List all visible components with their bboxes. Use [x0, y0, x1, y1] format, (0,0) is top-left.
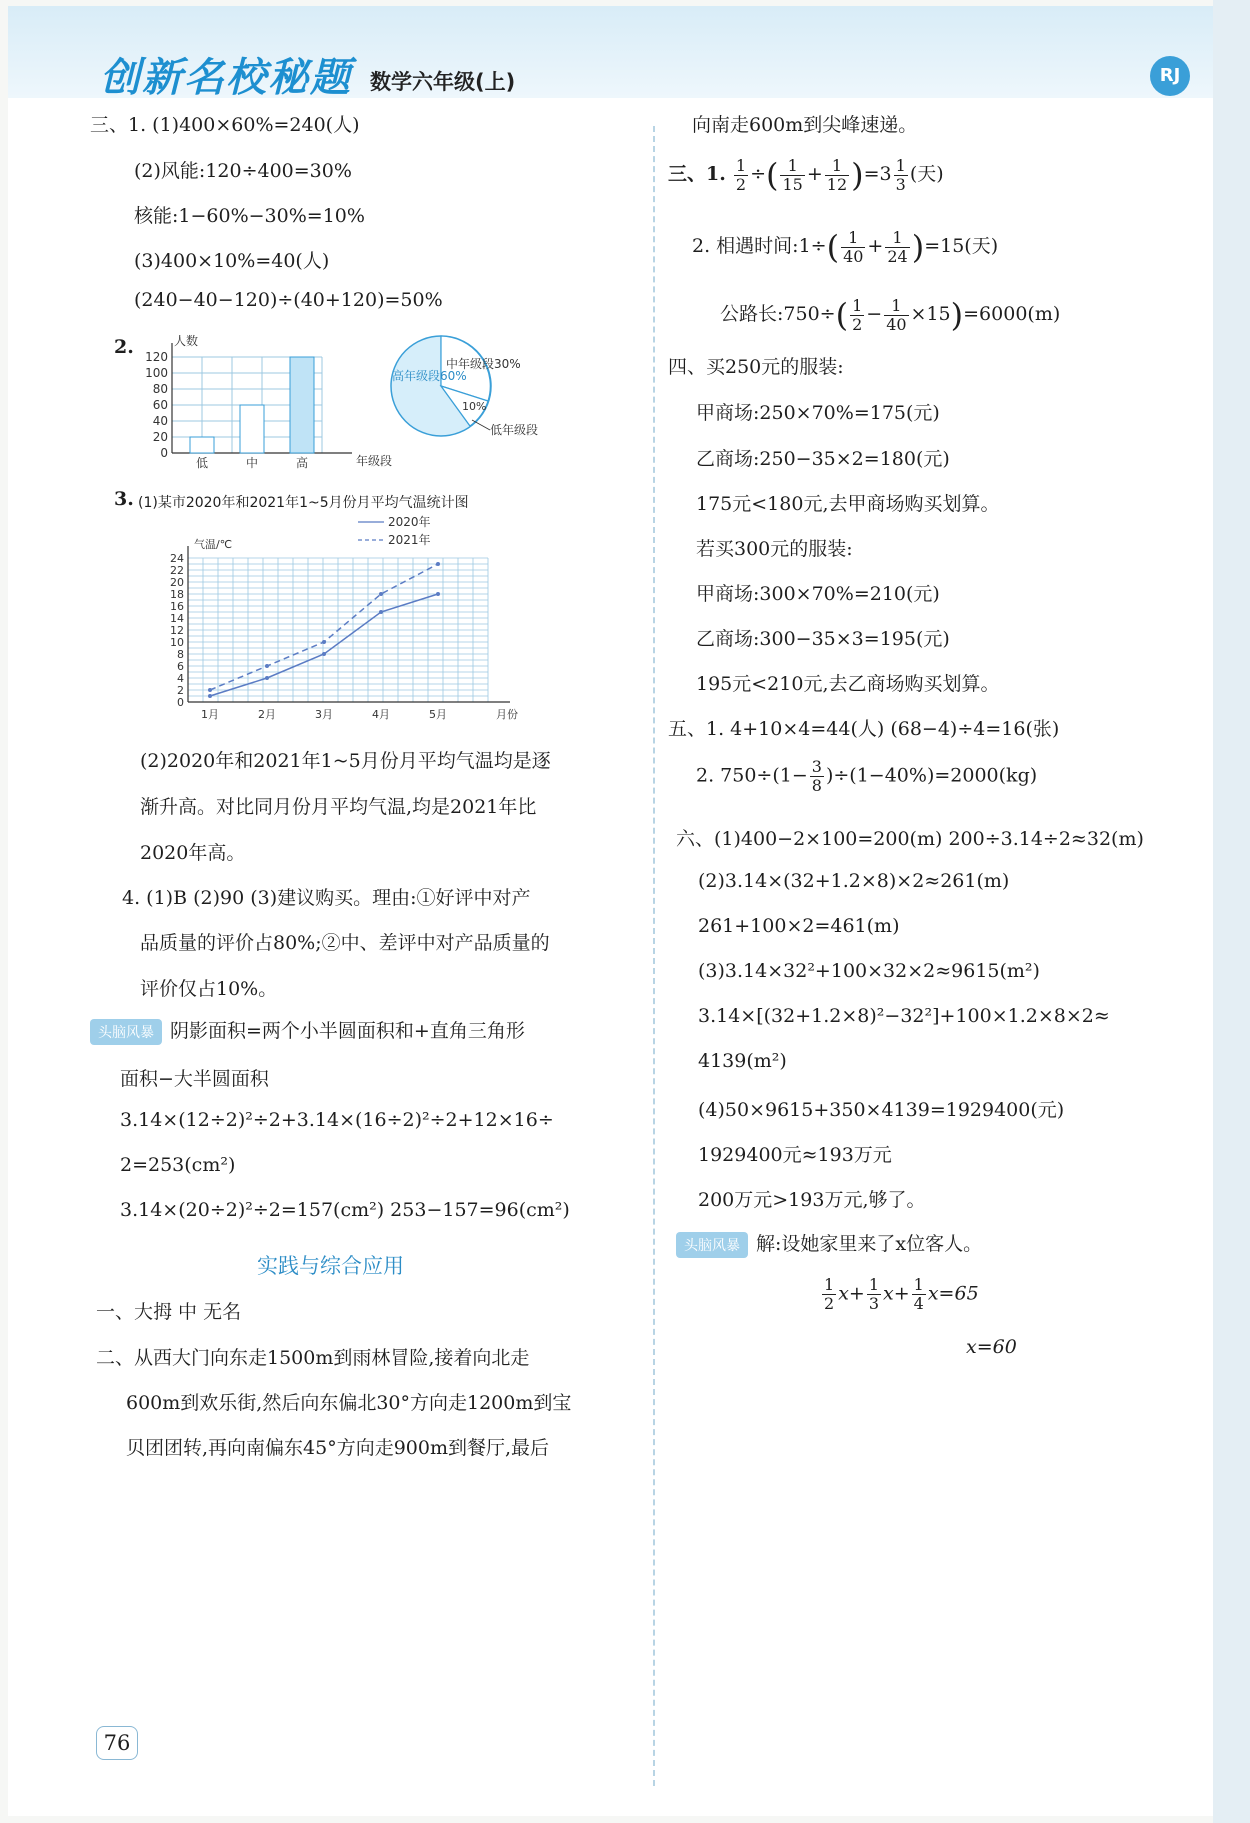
line-chart — [158, 515, 518, 726]
brainstorm-tag: 头脑风暴 — [90, 1019, 162, 1045]
answer-line: 200万元>193万元,够了。 — [698, 1189, 926, 1211]
page-number: 76 — [96, 1726, 138, 1760]
x-tick-label: 3月 — [315, 708, 333, 721]
fraction-line: 三、1. $\frac{1}{2}$ ÷( $\frac{1}{15}$ + $\frac{1}{12}$ )=3 $\frac{1}{3}$ (天) — [668, 155, 944, 194]
y-tick-label: 24 — [170, 552, 184, 565]
answer-line: 4. (1)B (2)90 (3)建议购买。理由:①好评中对产 — [122, 887, 531, 909]
x-tick-label: 1月 — [201, 708, 219, 721]
y-tick-label: 16 — [170, 600, 184, 613]
data-point — [322, 640, 326, 644]
answer-line: 甲商场:300×70%=210(元) — [696, 583, 940, 605]
line-chart-title: (1)某市2020年和2021年1~5月份月平均气温统计图 — [138, 495, 469, 511]
brainstorm-line — [676, 1229, 982, 1258]
answer-line: (2)2020年和2021年1~5月份月平均气温均是逐 — [140, 750, 551, 772]
x-tick-label: 中 — [245, 456, 259, 470]
answer-line: 二、从西大门向东走1500m到雨林冒险,接着向北走 — [96, 1347, 530, 1369]
y-tick-label: 60 — [152, 398, 168, 412]
answer-line: 3.14×(20÷2)²÷2=157(cm²) 253−157=96(cm²) — [120, 1199, 570, 1221]
section-title: 实践与综合应用 — [257, 1254, 404, 1278]
x-axis-label: 年级段 — [356, 454, 393, 468]
answer-line: 评价仅占10%。 — [140, 978, 278, 1000]
answer-line: 3.14×[(32+1.2×8)²−32²]+100×1.2×8×2≈ — [698, 1005, 1110, 1027]
data-point — [208, 688, 212, 692]
answer-line: (240−40−120)÷(40+120)=50% — [134, 289, 443, 311]
subject-label: 数学六年级(上) — [370, 70, 516, 94]
series-line — [210, 564, 438, 690]
answer-line: 六、(1)400−2×100=200(m) 200÷3.14÷2≈32(m) — [676, 828, 1144, 850]
y-tick-label: 6 — [177, 660, 184, 673]
answer-line: 乙商场:250−35×2=180(元) — [696, 448, 950, 470]
y-tick-label: 0 — [177, 696, 184, 709]
pie-chart — [386, 334, 566, 449]
bar — [290, 357, 314, 453]
pie-label-low-pct: 10% — [462, 400, 487, 413]
fraction-line: 2. 相遇时间:1÷( $\frac{1}{40}$ + $\frac{1}{24}$ )=15(天) — [692, 227, 999, 266]
answer-line: 核能:1−60%−30%=10% — [134, 205, 365, 227]
y-tick-label: 22 — [170, 564, 184, 577]
y-tick-label: 40 — [152, 414, 168, 428]
y-tick-label: 20 — [152, 430, 168, 444]
equation: $\frac{1}{2}$ x+ $\frac{1}{3}$ x+ $\frac{1}{4}$ x=65 — [824, 1275, 979, 1313]
brainstorm-line — [90, 1016, 525, 1045]
series-line — [210, 594, 438, 696]
data-point — [379, 592, 383, 596]
answer-line: (2)3.14×(32+1.2×8)×2≈261(m) — [698, 870, 1010, 892]
answer-line: (4)50×9615+350×4139=1929400(元) — [698, 1099, 1065, 1121]
answer-line: 面积−大半圆面积 — [120, 1068, 269, 1090]
pie-label-high: 高年级段60% — [392, 369, 467, 383]
page-edge — [1213, 0, 1250, 1823]
x-axis-label: 月份 — [496, 708, 518, 721]
y-tick-label: 8 — [177, 648, 184, 661]
y-axis-label: 人数 — [174, 334, 199, 348]
bar — [190, 437, 214, 453]
answer-line: 三、1. (1)400×60%=240(人) — [90, 114, 360, 136]
answer-line: 五、1. 4+10×4=44(人) (68−4)÷4=16(张) — [668, 718, 1060, 740]
fraction-line: 2. 750÷(1− $\frac{3}{8}$ )÷(1−40%)=2000(kg) — [696, 757, 1038, 795]
y-tick-label: 100 — [145, 366, 168, 380]
column-divider — [653, 126, 655, 1786]
question-number: 3. — [114, 488, 134, 510]
y-tick-label: 120 — [145, 350, 168, 364]
data-point — [265, 676, 269, 680]
bar — [240, 405, 264, 453]
answer-line: 品质量的评价占80%;②中、差评中对产品质量的 — [140, 932, 550, 954]
answer-line: 一、大拇 中 无名 — [96, 1301, 242, 1323]
answer-line: 600m到欢乐街,然后向东偏北30°方向走1200m到宝 — [126, 1392, 572, 1414]
answer-line: 175元<180元,去甲商场购买划算。 — [696, 493, 1000, 515]
pie-label-middle: 中年级段30% — [446, 357, 521, 371]
answer-line: 四、买250元的服装: — [668, 356, 844, 378]
brainstorm-text: 解:设她家里来了x位客人。 — [756, 1233, 983, 1255]
answer-line: (3)3.14×32²+100×32×2≈9615(m²) — [698, 960, 1040, 982]
answer-line: 渐升高。对比同月份月平均气温,均是2021年比 — [140, 796, 537, 818]
data-point — [436, 592, 440, 596]
answer-line: 2=253(cm²) — [120, 1154, 236, 1176]
pie-label-low: 低年级段 — [490, 423, 539, 437]
y-tick-label: 20 — [170, 576, 184, 589]
answer-line: (2)风能:120÷400=30% — [134, 160, 352, 182]
page-header — [8, 6, 1223, 101]
answer-line: 2020年高。 — [140, 842, 246, 864]
legend-label: 2020年 — [388, 515, 431, 529]
answer-line: 若买300元的服装: — [696, 538, 853, 560]
y-tick-label: 0 — [160, 446, 168, 460]
answer-line: (3)400×10%=40(人) — [134, 250, 330, 272]
question-number: 2. — [114, 336, 134, 358]
y-tick-label: 14 — [170, 612, 184, 625]
data-point — [436, 562, 440, 566]
x-tick-label: 5月 — [429, 708, 447, 721]
bar-chart — [145, 331, 393, 471]
y-axis-label: 气温/℃ — [194, 538, 233, 551]
fraction-line: 公路长:750÷( $\frac{1}{2}$ − $\frac{1}{40}$ ×15)=6000(m) — [720, 295, 1061, 334]
x-tick-label: 2月 — [258, 708, 276, 721]
data-point — [379, 610, 383, 614]
y-tick-label: 18 — [170, 588, 184, 601]
answer-line: 贝团团转,再向南偏东45°方向走900m到餐厅,最后 — [126, 1437, 550, 1459]
x-tick-label: 4月 — [372, 708, 390, 721]
y-tick-label: 10 — [170, 636, 184, 649]
page — [8, 6, 1223, 1816]
brainstorm-text: 阴影面积=两个小半圆面积和+直角三角形 — [170, 1020, 525, 1042]
answer-line: 乙商场:300−35×3=195(元) — [696, 628, 950, 650]
data-point — [322, 652, 326, 656]
brainstorm-tag: 头脑风暴 — [676, 1232, 748, 1258]
answer-line: 261+100×2=461(m) — [698, 915, 900, 937]
answer-line: 3.14×(12÷2)²÷2+3.14×(16÷2)²÷2+12×16÷ — [120, 1109, 554, 1131]
legend-label: 2021年 — [388, 533, 431, 547]
y-tick-label: 4 — [177, 672, 184, 685]
answer-line: 1929400元≈193万元 — [698, 1144, 892, 1166]
equation-solution: x=60 — [966, 1336, 1017, 1358]
edition-badge: RJ — [1150, 56, 1190, 96]
y-tick-label: 12 — [170, 624, 184, 637]
data-point — [265, 664, 269, 668]
answer-line: 4139(m²) — [698, 1050, 787, 1072]
x-tick-label: 高 — [295, 456, 309, 470]
x-tick-label: 低 — [195, 456, 209, 470]
answer-line: 向南走600m到尖峰速递。 — [692, 114, 918, 136]
y-tick-label: 80 — [152, 382, 168, 396]
brand-title: 创新名校秘题 — [100, 55, 352, 101]
data-point — [208, 694, 212, 698]
y-tick-label: 2 — [177, 684, 184, 697]
answer-line: 195元<210元,去乙商场购买划算。 — [696, 673, 1000, 695]
answer-line: 甲商场:250×70%=175(元) — [696, 402, 940, 424]
